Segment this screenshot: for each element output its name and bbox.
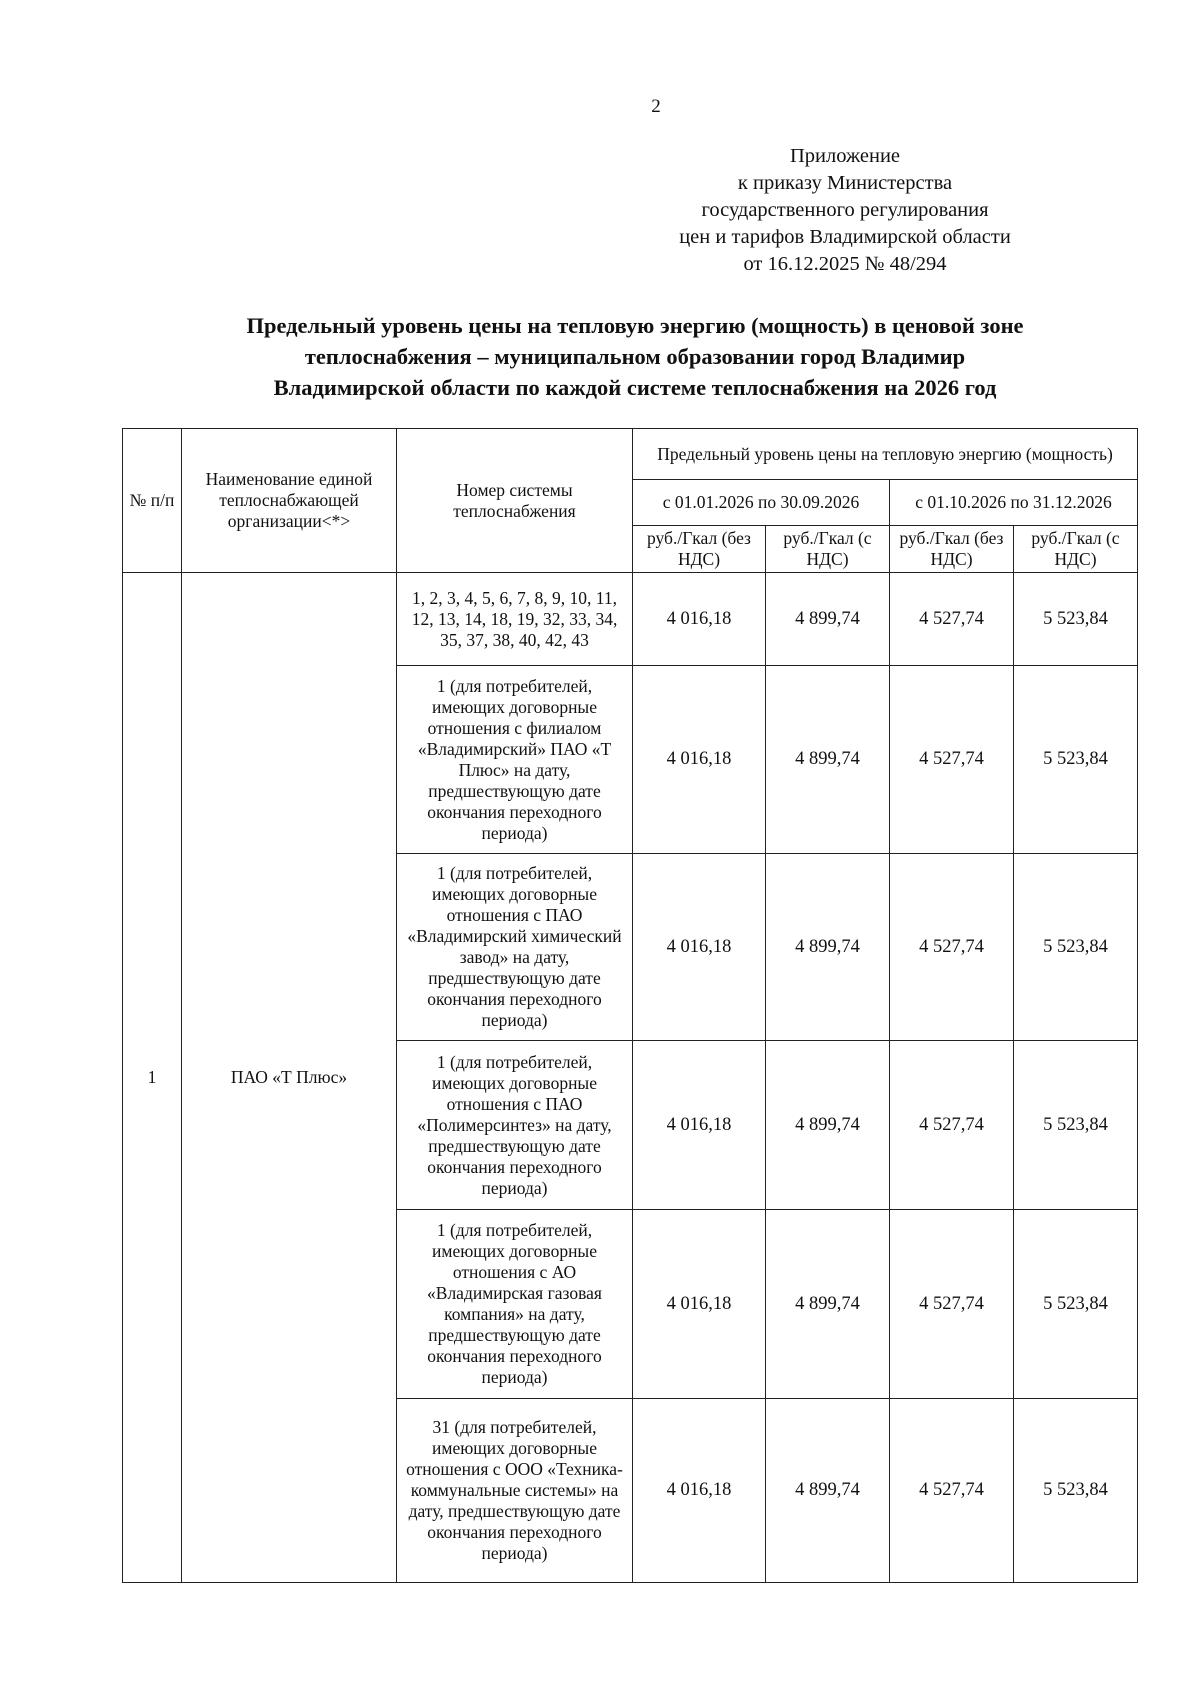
- price-cell: 4 016,18: [633, 1399, 766, 1583]
- header-org: Наименование единой теплоснабжающей организации<*>: [182, 429, 397, 573]
- price-cell: 5 523,84: [1014, 666, 1138, 854]
- appendix-line: государственного регулирования: [701, 199, 989, 221]
- system-number: 1 (для потребителей, имеющих договорные отношения с ПАО «Владимирский химический завод» на дату, предшествующую дате окончания переходного периода): [397, 854, 633, 1041]
- price-cell: 5 523,84: [1014, 573, 1138, 666]
- header-system: Номер системы теплоснабжения: [397, 429, 633, 573]
- appendix-line: Приложение: [789, 145, 901, 167]
- system-number: 1 (для потребителей, имеющих договорные отношения с филиалом «Владимирский» ПАО «Т Плюс» на дату, предшествующую дате окончания переходного периода): [397, 666, 633, 854]
- header-period-1: с 01.01.2026 по 30.09.2026: [633, 480, 890, 526]
- price-cell: 4 527,74: [890, 1041, 1014, 1210]
- title-line: Владимирской области по каждой системе теплоснабжения на 2026 год: [273, 375, 997, 400]
- price-cell: 4 016,18: [633, 854, 766, 1041]
- price-cell: 4 527,74: [890, 666, 1014, 854]
- price-cell: 4 899,74: [766, 1210, 890, 1399]
- header-row: [123, 429, 1138, 480]
- header-unit: руб./Гкал (с НДС): [766, 526, 890, 573]
- price-cell: 4 527,74: [890, 1210, 1014, 1399]
- header-unit: руб./Гкал (без НДС): [633, 526, 766, 573]
- appendix-line: цен и тарифов Владимирской области: [679, 226, 1011, 248]
- price-cell: 4 899,74: [766, 1399, 890, 1583]
- header-unit: руб./Гкал (без НДС): [890, 526, 1014, 573]
- table-row: [123, 573, 1138, 666]
- price-cell: 5 523,84: [1014, 1041, 1138, 1210]
- price-cell: 4 527,74: [890, 1399, 1014, 1583]
- page-number: 2: [651, 96, 661, 117]
- header-unit: руб./Гкал (с НДС): [1014, 526, 1138, 573]
- header-num: № п/п: [123, 429, 182, 573]
- price-cell: 4 016,18: [633, 1210, 766, 1399]
- system-number: 1 (для потребителей, имеющих договорные отношения с ПАО «Полимерсинтез» на дату, предшествующую дате окончания переходного периода): [397, 1041, 633, 1210]
- appendix-line: от 16.12.2025 № 48/294: [743, 253, 947, 275]
- price-cell: 4 527,74: [890, 573, 1014, 666]
- price-cell: 5 523,84: [1014, 1399, 1138, 1583]
- system-number: 1, 2, 3, 4, 5, 6, 7, 8, 9, 10, 11, 12, 13, 14, 18, 19, 32, 33, 34, 35, 37, 38, 40, 42, 43: [397, 573, 633, 666]
- header-limit: Предельный уровень цены на тепловую энергию (мощность): [633, 429, 1138, 480]
- price-cell: 4 899,74: [766, 573, 890, 666]
- price-cell: 4 899,74: [766, 854, 890, 1041]
- price-cell: 5 523,84: [1014, 854, 1138, 1041]
- price-cell: 4 016,18: [633, 1041, 766, 1210]
- price-cell: 4 899,74: [766, 666, 890, 854]
- appendix-line: к приказу Министерства: [737, 172, 953, 194]
- org-name: ПАО «Т Плюс»: [182, 573, 397, 1583]
- price-cell: 4 016,18: [633, 666, 766, 854]
- price-cell: 4 016,18: [633, 573, 766, 666]
- appendix-block: [640, 143, 1050, 278]
- title-line: теплоснабжения – муниципальном образовании город Владимир: [304, 344, 966, 369]
- system-number: 31 (для потребителей, имеющих договорные отношения с ООО «Техника-коммунальные системы» на дату, предшествующую дате окончания переходного периода): [397, 1399, 633, 1583]
- price-cell: 4 527,74: [890, 854, 1014, 1041]
- document-title: [170, 310, 1100, 403]
- row-number: 1: [123, 573, 182, 1583]
- title-line: Предельный уровень цены на тепловую энергию (мощность) в ценовой зоне: [246, 313, 1024, 338]
- price-cell: 4 899,74: [766, 1041, 890, 1210]
- price-cell: 5 523,84: [1014, 1210, 1138, 1399]
- system-number: 1 (для потребителей, имеющих договорные отношения с АО «Владимирская газовая компания» на дату, предшествующую дате окончания переходного периода): [397, 1210, 633, 1399]
- tariff-table: [122, 428, 1138, 1583]
- header-period-2: с 01.10.2026 по 31.12.2026: [890, 480, 1138, 526]
